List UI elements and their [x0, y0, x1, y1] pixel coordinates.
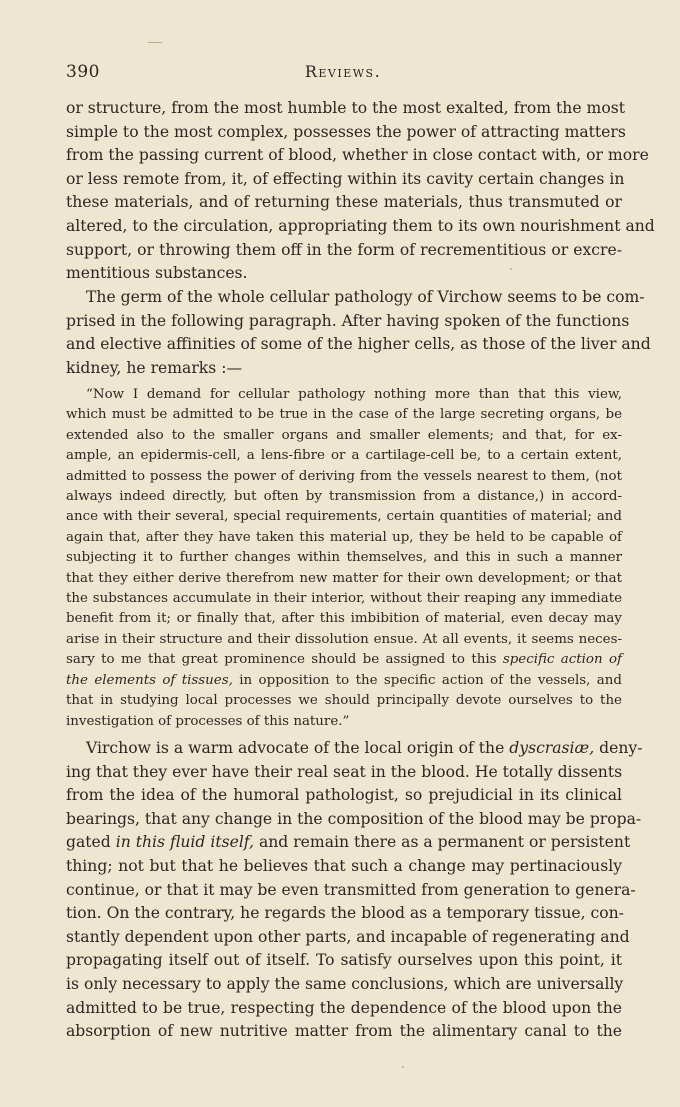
paper-speck: [510, 268, 512, 270]
paragraph-germ: [66, 286, 651, 380]
text-line: kidney, he remarks :—: [66, 358, 243, 377]
text-line: these materials, and of returning these materials, thus transmuted or: [66, 193, 622, 212]
text-line: is only necessary to apply the same conclusions, which are universally: [66, 974, 624, 993]
quote-line: extended also to the smaller organs and smaller elements; and that, for ex-: [66, 427, 622, 443]
text-line: prised in the following paragraph. After having spoken of the functions: [66, 311, 630, 330]
quote-line: ance with their several, special requirements, certain quantities of material; and: [66, 509, 622, 525]
text-line: The germ of the whole cellular pathology of Virchow seems to be com-: [86, 288, 645, 306]
italic-emphasis: specific action of: [502, 652, 622, 668]
quote-line: benefit from it; or finally that, after this imbibition of material, even decay may: [66, 611, 622, 627]
quote-line: again that, after they have taken this material up, they be held to be capable of: [66, 529, 622, 545]
text-line: stantly dependent upon other parts, and incapable of regenerating and: [66, 927, 630, 946]
text-line: gated in this fluid itself, and remain there as a permanent or persistent: [66, 833, 631, 852]
text-line: from the idea of the humoral pathologist, so prejudicial in its clinical: [66, 786, 622, 805]
text-line: continue, or that it may be even transmitted from generation to genera-: [66, 880, 636, 899]
text-line: admitted to be true, respecting the dependence of the blood upon the: [66, 998, 622, 1017]
text-line: support, or throwing them off in the form of recrementitious or excre-: [66, 240, 622, 259]
paragraph-continuation: [66, 97, 655, 286]
quote-line: arise in their structure and their dissolution ensue. At all events, it seems neces-: [66, 631, 622, 647]
text-line: and elective affinities of some of the higher cells, as those of the liver and: [66, 335, 651, 354]
running-head: [66, 62, 620, 84]
text-line: mentitious substances.: [66, 264, 248, 283]
text-line: ing that they ever have their real seat in the blood. He totally dissents: [66, 762, 623, 781]
quote-line: “Now I demand for cellular pathology nothing more than that this view,: [86, 387, 622, 402]
text-line: or less remote from, it, of effecting within its cavity certain changes in: [66, 169, 625, 188]
block-quotation: [66, 385, 622, 732]
quote-line: that in studying local processes we should principally devote ourselves to the: [66, 693, 622, 709]
text-line: propagating itself out of itself. To satisfy ourselves upon this point, it: [66, 951, 622, 970]
text-line: altered, to the circulation, appropriating them to its own nourishment and: [66, 216, 655, 235]
page-number: 390: [66, 62, 100, 82]
running-title: Reviews.: [304, 62, 382, 81]
quote-line: the elements of tissues, in opposition to the specific action of the vessels, and: [66, 672, 622, 688]
text-line: bearings, that any change in the composition of the blood may be propa-: [66, 809, 642, 828]
text-line: tion. On the contrary, he regards the blood as a temporary tissue, con-: [66, 904, 624, 923]
italic-emphasis: the elements of tissues,: [66, 672, 233, 688]
text-line: absorption of new nutritive matter from the alimentary canal to the: [66, 1022, 622, 1041]
text-line: Virchow is a warm advocate of the local origin of the dyscrasiæ, deny-: [86, 739, 643, 757]
paper-speck: [402, 1066, 404, 1068]
quote-line: which must be admitted to be true in the case of the large secreting organs, be: [66, 407, 622, 423]
text-line: or structure, from the most humble to the most exalted, from the most: [66, 99, 625, 117]
text-line: simple to the most complex, possesses the power of attracting matters: [66, 122, 626, 141]
paper-mark: [148, 42, 162, 43]
quote-line: the substances accumulate in their interior, without their reaping any immediate: [66, 591, 622, 607]
text-line: thing; not but that he believes that such a change may pertinaciously: [66, 856, 622, 875]
quote-line: always indeed directly, but often by transmission from a distance,) in accord-: [66, 489, 622, 505]
paragraph-virchow: [66, 737, 643, 1044]
quote-line: investigation of processes of this nature.”: [66, 713, 350, 729]
quote-line: subjecting it to further changes within themselves, and this in such a manner: [66, 550, 622, 566]
quote-line: admitted to possess the power of deriving from the vessels nearest to them, (not: [66, 468, 622, 484]
text-line: from the passing current of blood, whether in close contact with, or more: [66, 146, 649, 165]
quote-line: that they either derive therefrom new matter for their own development; or that: [66, 570, 622, 586]
quote-line: ample, an epidermis-cell, a lens-fibre or a cartilage-cell be, to a certain extent,: [66, 448, 622, 464]
italic-emphasis: dyscrasiæ,: [509, 739, 595, 757]
italic-emphasis: in this fluid itself,: [115, 833, 254, 852]
quote-line: sary to me that great prominence should be assigned to this specific action of: [66, 652, 622, 668]
